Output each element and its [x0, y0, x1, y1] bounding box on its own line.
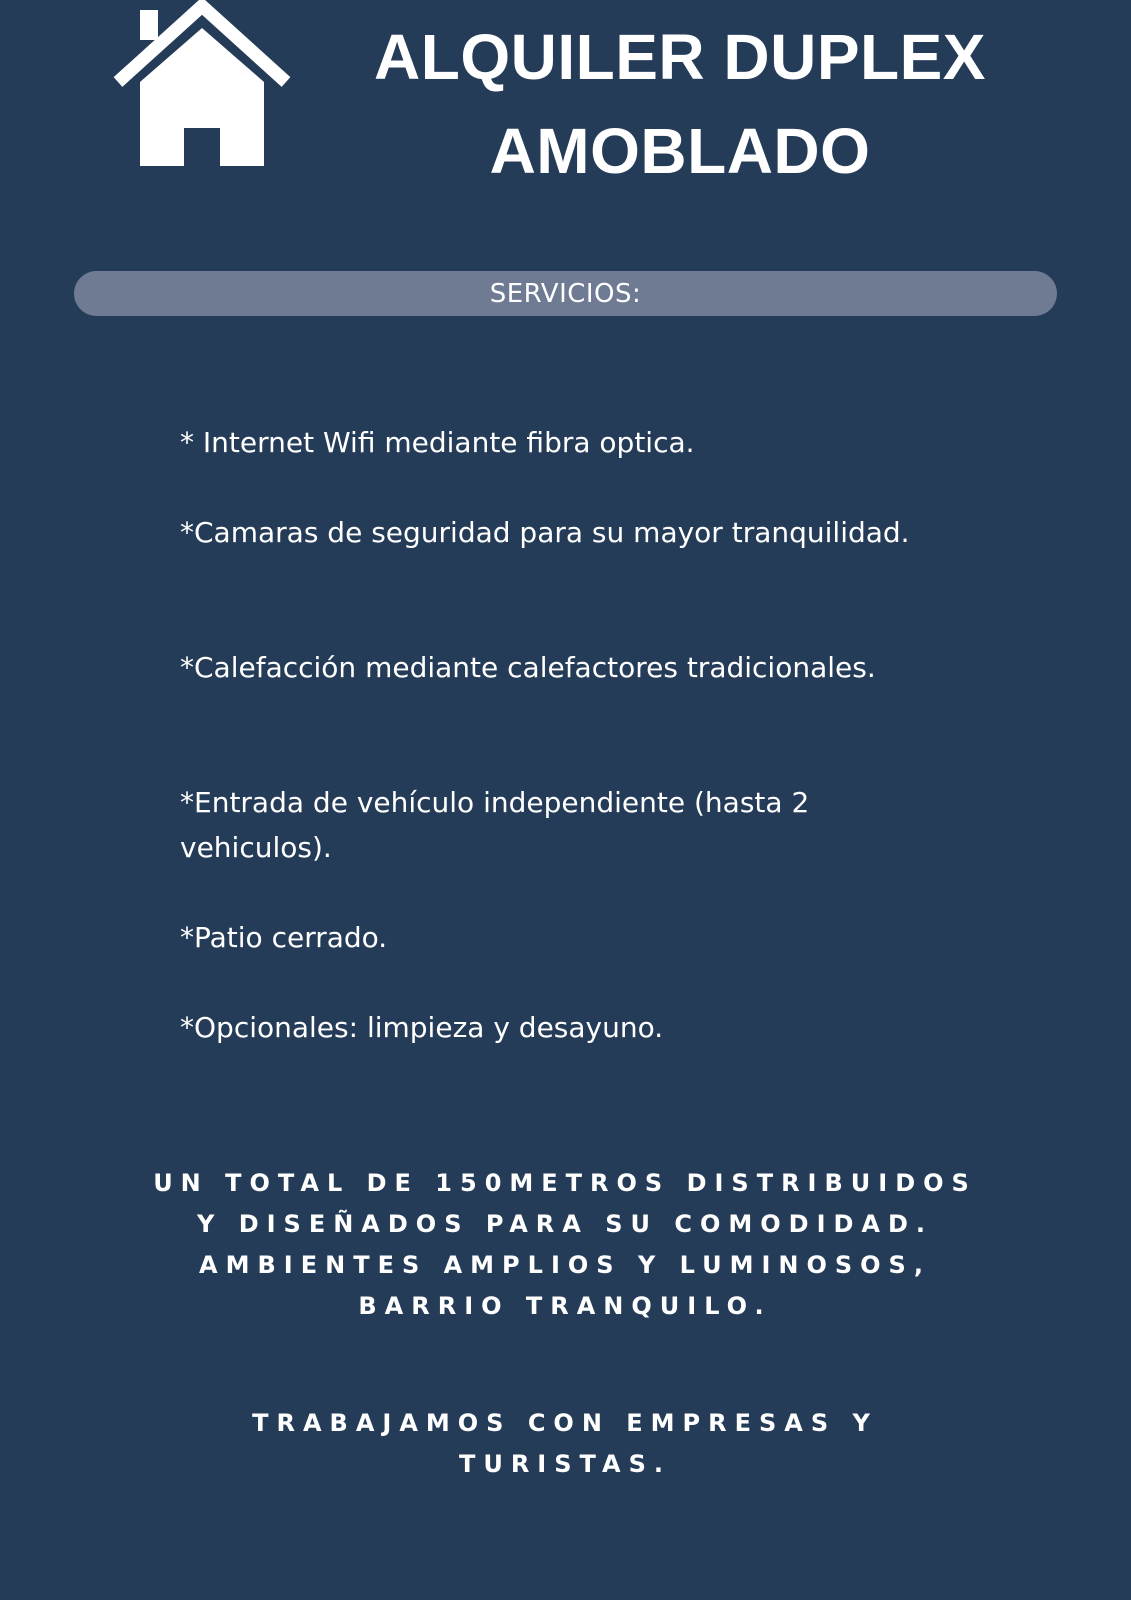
business-note: TRABAJAMOS CON EMPRESAS Y TURISTAS.	[252, 1409, 878, 1478]
title-line-1: ALQUILER DUPLEX	[374, 21, 986, 93]
description-text: UN TOTAL DE 150METROS DISTRIBUIDOS Y DISEÑADOS PARA SU COMODIDAD. AMBIENTES AMPLIOS Y LUMINOSOS, BARRIO TRANQUILO.	[153, 1169, 977, 1320]
services-header-bar	[74, 271, 1057, 316]
title-line-2: AMOBLADO	[489, 115, 871, 187]
house-icon	[112, 0, 292, 170]
service-item-patio: *Patio cerrado.	[180, 921, 388, 954]
page-title	[300, 10, 1060, 198]
service-item-internet: * Internet Wifi mediante fibra optica.	[180, 426, 695, 459]
services-label: SERVICIOS:	[489, 278, 642, 309]
service-item-optionals: *Opcionales: limpieza y desayuno.	[180, 1011, 664, 1044]
service-item-cameras: *Camaras de seguridad para su mayor tranquilidad.	[180, 516, 910, 549]
service-item-heating: *Calefacción mediante calefactores tradicionales.	[180, 651, 876, 684]
service-item-vehicle-entrance: *Entrada de vehículo independiente (hasta 2 vehiculos).	[180, 786, 810, 864]
